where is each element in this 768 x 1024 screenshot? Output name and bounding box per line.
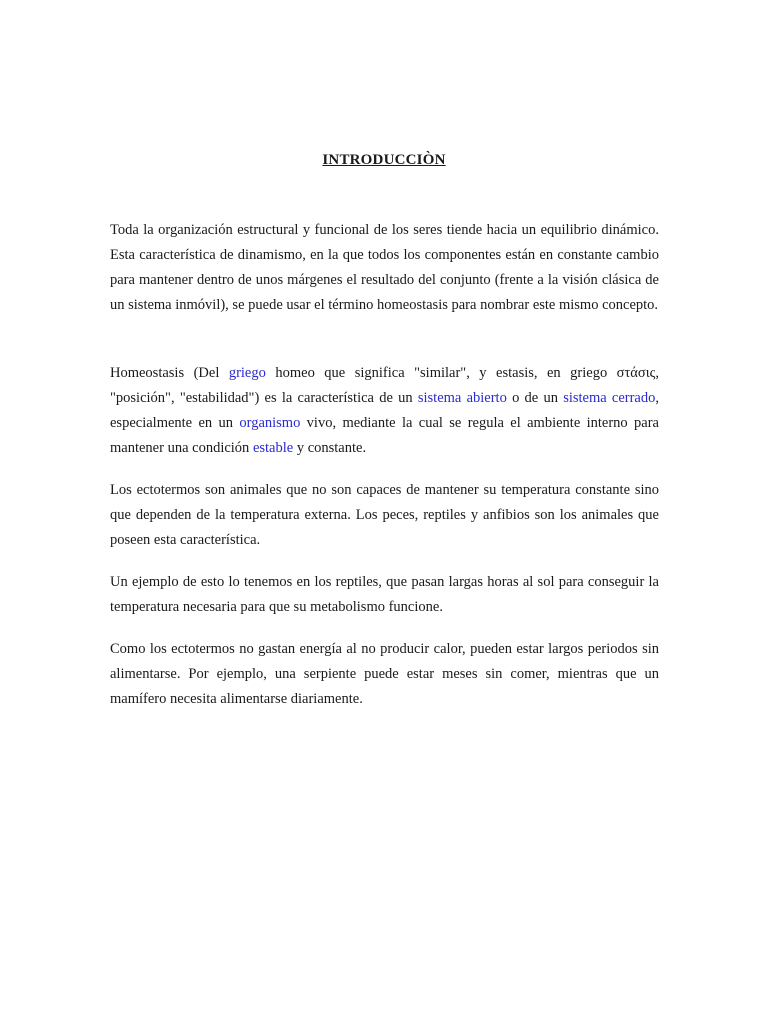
link-sistema-abierto[interactable]: sistema abierto [417,390,507,406]
link-sistema-cerrado[interactable]: sistema cerrado [563,390,656,406]
paragraph-text: Homeostasis (Del [110,365,229,381]
link-griego[interactable]: griego [228,365,266,381]
paragraph-text: homeo que significa "similar", y estasis, en griego στάσις, "posición", "estabilidad") es la característica de un [110,365,659,406]
paragraph-text: , especialmente en un [110,390,659,431]
paragraph-reptiles-example: Un ejemplo de esto lo tenemos en los reptiles, que pasan largas horas al sol para conseguir la temperatura necesaria para que su metabolismo funcione. [110,574,659,615]
paragraph-ectotermos: Los ectotermos son animales que no son capaces de mantener su temperatura constante sino que dependen de la temperatura externa. Los peces, reptiles y anfibios son los animales que poseen esta característica. [110,482,659,548]
page-title: INTRODUCCIÒN [322,152,446,168]
paragraph-text: vivo, mediante la cual se regula el ambiente interno para mantener una condición [110,415,659,456]
paragraph-text: y constante. [293,440,367,456]
paragraph-homeostasis-intro: Toda la organización estructural y funcional de los seres tiende hacia un equilibrio dinámico. Esta característica de dinamismo, en la que todos los componentes están en constante cambio para mantener dentro de unos márgenes el resultado del conjunto (frente a la visión clásica de un sistema inmóvil), se puede usar el término homeostasis para nombrar este mismo concepto. [110,222,659,313]
paragraph-text: o de un [506,390,564,406]
paragraph-energy: Como los ectotermos no gastan energía al no producir calor, pueden estar largos periodos sin alimentarse. Por ejemplo, una serpiente puede estar meses sin comer, mientras que un mamífero necesita alimentarse diariamente. [110,641,659,707]
link-estable[interactable]: estable [252,440,294,456]
link-organismo[interactable]: organismo [239,415,301,431]
paragraph-homeostasis-definition [110,361,659,461]
